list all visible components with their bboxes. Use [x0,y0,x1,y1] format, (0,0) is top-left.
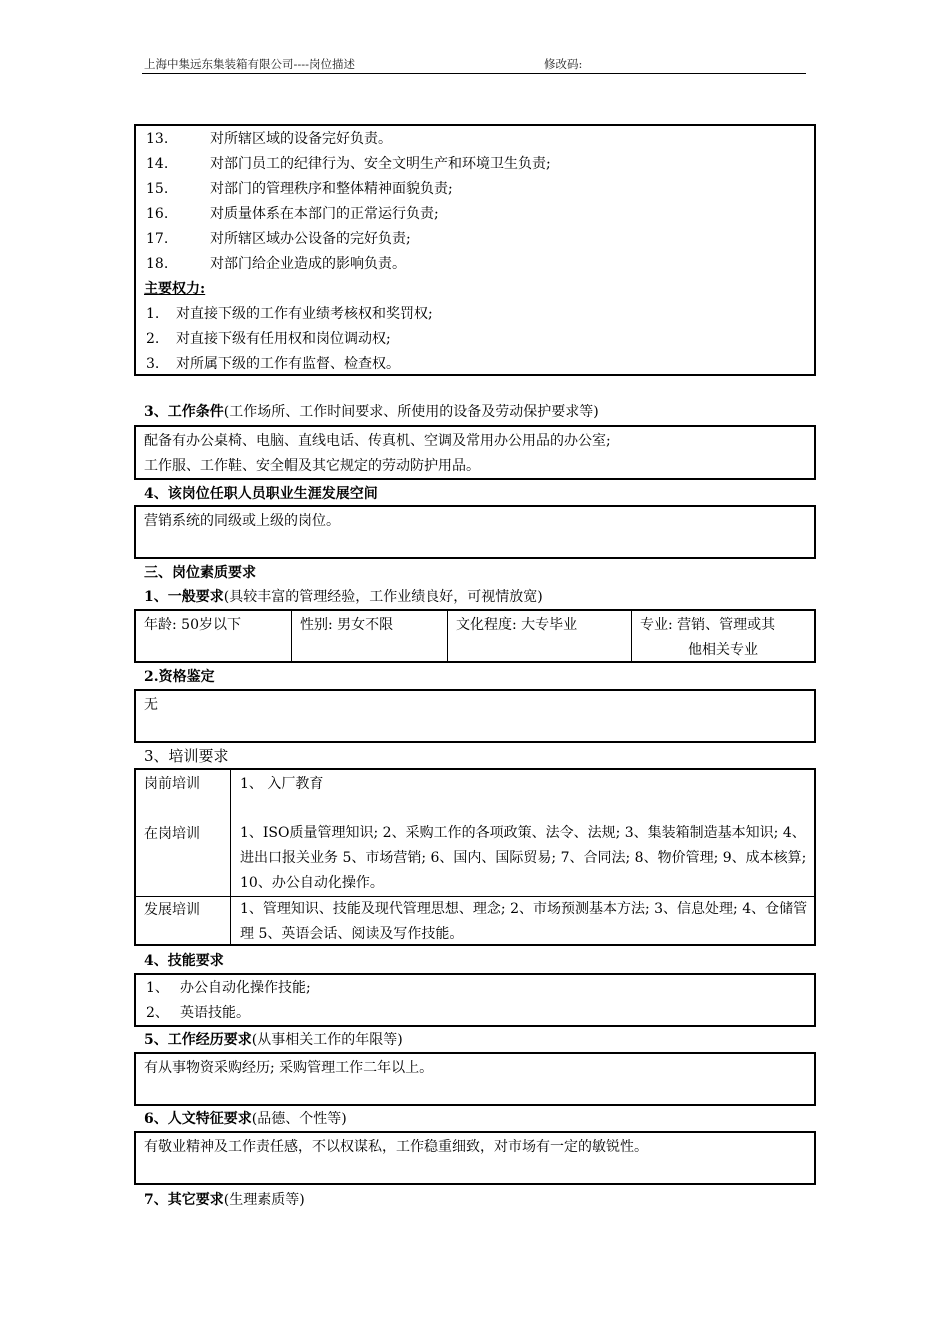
experience-heading: 5、工作经历要求(从事相关工作的年限等) [144,1032,403,1048]
work-condition-line: 配备有办公桌椅、电脑、直线电话、传真机、空调及常用办公用品的办公室; [144,433,611,449]
revision-label: 修改码: [544,57,583,71]
page-header [142,56,806,74]
table-divider [631,611,632,661]
table-divider [447,611,448,661]
training-table [134,768,816,946]
training-heading: 3、培训要求 [144,747,229,765]
general-requirements-heading: 1、一般要求(具较丰富的管理经验，工作业绩良好，可视情放宽) [144,589,543,605]
general-requirements-table [134,609,816,663]
training-content: 1、ISO质量管理知识; 2、采购工作的各项政策、法令、法规; 3、集装箱制造基本知识; 4、进出口报关业务 5、市场营销; 6、国内、国际贸易; 7、合同法; 8、物价管理; 9、成本核算; 10、办公自动化操作。 [240,825,807,891]
gender-requirement: 性别: 男女不限 [300,617,394,633]
training-label: 在岗培训 [144,826,200,842]
work-conditions-box [134,425,816,480]
training-label: 岗前培训 [144,776,200,792]
qualification-text: 无 [144,697,158,713]
experience-text: 有从事物资采购经历; 采购管理工作二年以上。 [144,1060,434,1076]
personality-text: 有敬业精神及工作责任感，不以权谋私，工作稳重细致，对市场有一定的敏锐性。 [144,1139,648,1155]
other-heading: 7、其它要求(生理素质等) [144,1192,305,1208]
company-title: 上海中集远东集装箱有限公司----岗位描述 [144,57,356,71]
training-label: 发展培训 [144,902,200,918]
duties-box: 13. 对所辖区域的设备完好负责。 14. 对部门员工的纪律行为、安全文明生产和环境卫生负责; 15. 对部门的管理秩序和整体精神面貌负责; 16. 对质量体系在本部门的正常运行负责; 17. 对所辖区域办公设备的完好负责; 18. 对部门给企业造成的影响负责。 主要权力: 1. 对直接下级的工作有业绩考核权和奖罚权; 2. 对直接下级有任用权和岗位调动权; 3. 对所属下级的工作有监督、检查权。 [134,124,816,376]
career-heading: 4、该岗位任职人员职业生涯发展空间 [144,486,378,502]
table-divider [291,611,292,661]
major-requirement-cont: 他相关专业 [688,642,758,658]
table-divider [230,770,231,944]
education-requirement: 文化程度: 大专毕业 [456,617,578,633]
work-condition-line: 工作服、工作鞋、安全帽及其它规定的劳动防护用品。 [144,458,480,474]
training-content: 1、 入厂教育 [240,776,324,792]
qualification-box [134,689,816,743]
personality-heading: 6、人文特征要求(品德、个性等) [144,1111,347,1127]
quality-heading: 三、岗位素质要求 [144,565,256,581]
training-content: 1、管理知识、技能及现代管理思想、理念; 2、市场预测基本方法; 3、信息处理; 4、仓储管理 5、英语会话、阅读及写作技能。 [240,901,808,942]
major-requirement: 专业: 营销、管理或其 [640,617,776,633]
career-text: 营销系统的同级或上级的岗位。 [144,513,340,529]
powers-title: 主要权力: [144,281,206,297]
career-box [134,505,816,559]
personality-box [134,1131,816,1185]
age-requirement: 年龄: 50岁以下 [144,617,241,633]
work-conditions-heading: 3、工作条件(工作场所、工作时间要求、所使用的设备及劳动保护要求等) [144,404,599,420]
skills-box: 1、 办公自动化操作技能; 2、 英语技能。 [134,973,816,1027]
qualification-heading: 2.资格鉴定 [144,669,215,685]
experience-box [134,1052,816,1106]
skills-heading: 4、技能要求 [144,953,224,969]
